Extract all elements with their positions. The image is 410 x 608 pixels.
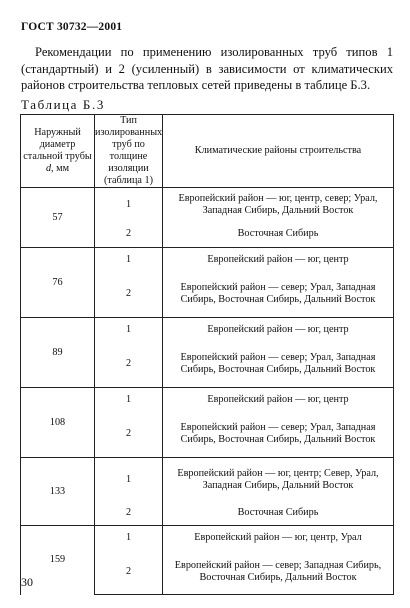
header-diameter (21, 115, 95, 188)
cell-type: 1 (95, 458, 163, 502)
cell-type: 2 (95, 272, 163, 318)
header-diameter-symbol: d (45, 163, 52, 174)
document-header: ГОСТ 30732—2001 (21, 21, 123, 33)
cell-diameter: 76 (21, 248, 95, 318)
header-type: Тип изолированных труб по толщине изоляции (таблица 1) (95, 115, 163, 186)
table-row (21, 188, 394, 222)
cell-diameter: 108 (21, 388, 95, 458)
cell-diameter: 159 (21, 526, 95, 595)
table-row (21, 318, 394, 342)
cell-regions: Европейский район — юг, центр, север; Урал, Западная Сибирь, Дальний Восток (163, 188, 394, 222)
table-body (21, 188, 394, 595)
climate-table (20, 114, 394, 595)
cell-regions: Европейский район — север; Урал, Западная Сибирь, Восточная Сибирь, Дальний Восток (163, 412, 394, 458)
cell-regions: Европейский район — север; Западная Сибирь, Восточная Сибирь, Дальний Восток (163, 550, 394, 595)
cell-regions: Европейский район — север; Урал, Западная Сибирь, Восточная Сибирь, Дальний Восток (163, 342, 394, 388)
cell-regions: Европейский район — юг, центр (163, 248, 394, 272)
cell-diameter: 133 (21, 458, 95, 526)
table-row (21, 248, 394, 272)
table-row (21, 388, 394, 412)
header-diameter-label: Наружный диаметр стальной трубы (23, 127, 92, 162)
cell-regions: Восточная Сибирь (163, 222, 394, 248)
header-diameter-unit: , мм (51, 163, 70, 174)
header-regions: Климатические районы строительства (163, 115, 394, 188)
cell-type: 1 (95, 388, 163, 412)
table-caption: Таблица Б.3 (21, 97, 105, 112)
cell-type: 2 (95, 412, 163, 458)
cell-regions: Европейский район — юг, центр; Север, Урал, Западная Сибирь, Дальний Восток (163, 458, 394, 502)
cell-type: 1 (95, 248, 163, 272)
cell-diameter: 57 (21, 188, 95, 248)
table-header-row (21, 115, 394, 188)
intro-paragraph: Рекомендации по применению изолированных труб типов 1 (стандартный) и 2 (усиленный) в зависимости от климатических районов строительства тепловых сетей приведены в таблице Б.3. (21, 45, 393, 92)
cell-type: 1 (95, 188, 163, 222)
cell-diameter: 89 (21, 318, 95, 388)
cell-regions: Восточная Сибирь (163, 502, 394, 526)
cell-type: 2 (95, 502, 163, 526)
cell-type: 2 (95, 222, 163, 248)
cell-regions: Европейский район — юг, центр, Урал (163, 526, 394, 550)
table-row (21, 526, 394, 550)
cell-type: 2 (95, 550, 163, 595)
table-row (21, 458, 394, 502)
cell-type: 1 (95, 526, 163, 550)
cell-regions: Европейский район — юг, центр (163, 318, 394, 342)
page-number: 30 (21, 575, 33, 589)
cell-regions: Европейский район — юг, центр (163, 388, 394, 412)
cell-regions: Европейский район — север; Урал, Западная Сибирь, Восточная Сибирь, Дальний Восток (163, 272, 394, 318)
cell-type: 1 (95, 318, 163, 342)
cell-type: 2 (95, 342, 163, 388)
